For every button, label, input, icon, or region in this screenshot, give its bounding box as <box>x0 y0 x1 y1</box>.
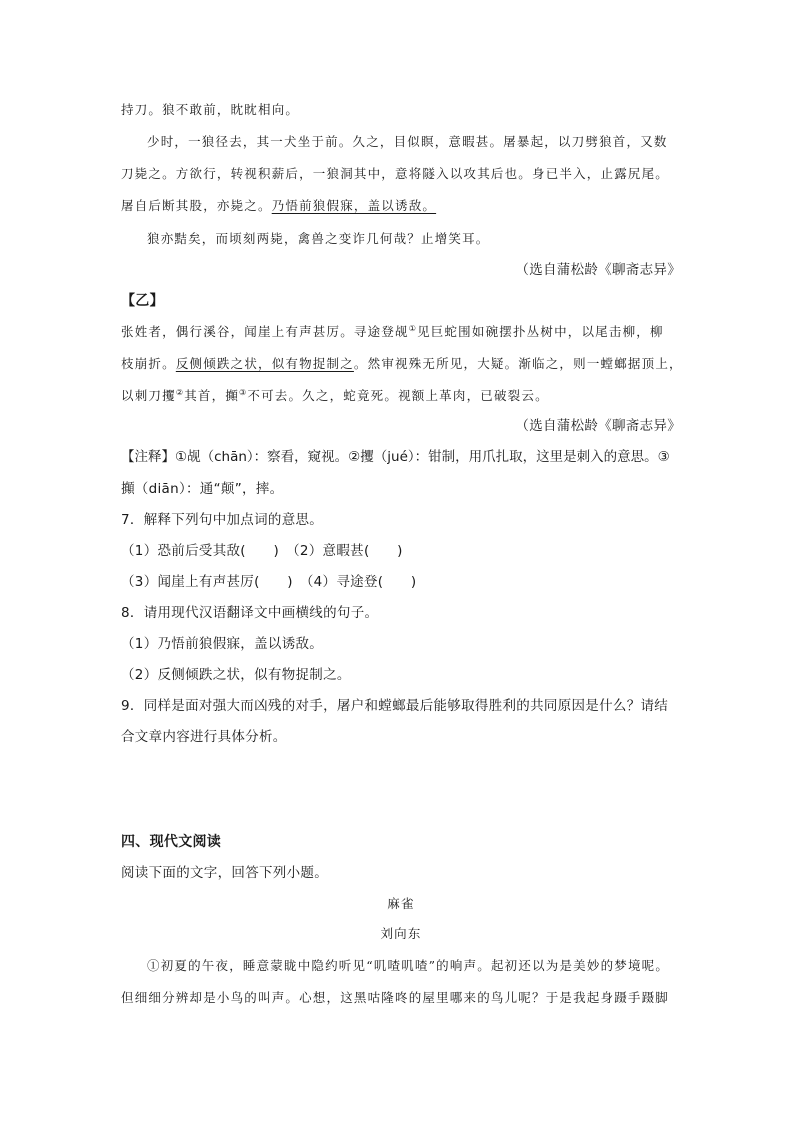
underlined-sentence-2: 反侧倾跌之状，似有物捉制之 <box>175 356 354 371</box>
jia-line-4 <box>121 196 436 216</box>
yi-line-1-a: 张姓者，偶行溪谷，闻崖上有声甚厉。寻途登觇 <box>121 324 409 339</box>
yi-line-1-b: 见巨蛇围如碗摆扑丛树中，以尾击柳，柳 <box>417 324 664 339</box>
question-7-items-1: （1）恐前后受其敌( ) （2）意暇甚( ) <box>121 543 403 559</box>
note-marker-1: ① <box>408 323 418 333</box>
yi-heading: 【乙】 <box>121 293 164 309</box>
jia-line-3: 刀毙之。方欲行，转视积薪后，一狼洞其中，意将隧入以攻其后也。身已半入，止露尻尾。 <box>121 166 670 181</box>
jia-line-2: 少时，一狼径去，其一犬坐于前。久之，目似瞑，意暇甚。屠暴起，以刀劈狼首，又数 <box>147 134 668 149</box>
section-4-heading: 四、现代文阅读 <box>121 834 222 850</box>
article-title: 麻雀 <box>387 896 415 911</box>
article-paragraph-1-line-2: 但细细分辨却是小鸟的叫声。心想，这黑咕隆咚的屋里哪来的鸟儿呢？于是我起身蹑手蹑脚 <box>121 990 670 1005</box>
section-4-intro: 阅读下面的文字，回答下列小题。 <box>121 865 328 881</box>
question-8: 8．请用现代汉语翻译文中画横线的句子。 <box>121 605 379 621</box>
article-author: 刘向东 <box>380 926 422 941</box>
yi-line-1 <box>121 322 664 342</box>
jia-source: （选自蒲松龄《聊斋志异》 <box>515 262 681 278</box>
yi-source: （选自蒲松龄《聊斋志异》 <box>515 418 681 434</box>
article-paragraph-1-line-1: ①初夏的午夜，睡意蒙眬中隐约听见“叽喳叽喳”的响声。起初还以为是美妙的梦境呢。 <box>147 958 670 973</box>
question-8-item-1: （1）乃悟前狼假寐，盖以诱敌。 <box>121 636 324 652</box>
note-marker-3: ③ <box>239 387 248 397</box>
notes-line-1: 【注释】①觇（chān）：察看，窥视。②攫（jué）：钳制，用爪扎取，这里是刺入的意思。③ <box>121 449 670 465</box>
note-marker-2: ② <box>175 387 185 397</box>
underlined-sentence-1: 乃悟前狼假寐，盖以诱敌。 <box>271 198 437 213</box>
question-7: 7．解释下列句中加点词的意思。 <box>121 512 324 528</box>
yi-line-2-a: 枝崩折。 <box>121 356 176 371</box>
yi-line-3 <box>121 386 549 406</box>
question-8-item-2: （2）反侧倾跌之状，似有物捉制之。 <box>121 667 351 683</box>
notes-line-2: 攧（diān）：通“颠”，摔。 <box>121 481 284 497</box>
yi-line-3-c: 不可去。久之，蛇竟死。视额上革肉，已破裂云。 <box>247 388 549 403</box>
yi-line-3-a: 以刺刀攫 <box>121 388 176 403</box>
jia-line-4-text: 屠自后断其股，亦毙之。 <box>121 198 272 213</box>
question-9-line-2: 合文章内容进行具体分析。 <box>121 729 287 745</box>
question-9-line-1: 9．同样是面对强大而凶残的对手，屠户和螳螂最后能够取得胜利的共同原因是什么？请结 <box>121 698 669 714</box>
question-7-items-2: （3）闻崖上有声甚厉( ) （4）寻途登( ) <box>121 574 417 590</box>
jia-line-5: 狼亦黠矣，而顷刻两毙，禽兽之变诈几何哉？止增笑耳。 <box>147 231 490 246</box>
yi-line-3-b: 其首，攧 <box>184 388 239 403</box>
jia-line-1: 持刀。狼不敢前，眈眈相向。 <box>121 102 300 117</box>
yi-line-2 <box>121 354 683 374</box>
yi-line-2-b: 。然审视殊无所见，大疑。渐临之，则一螳螂据顶上， <box>353 356 683 371</box>
